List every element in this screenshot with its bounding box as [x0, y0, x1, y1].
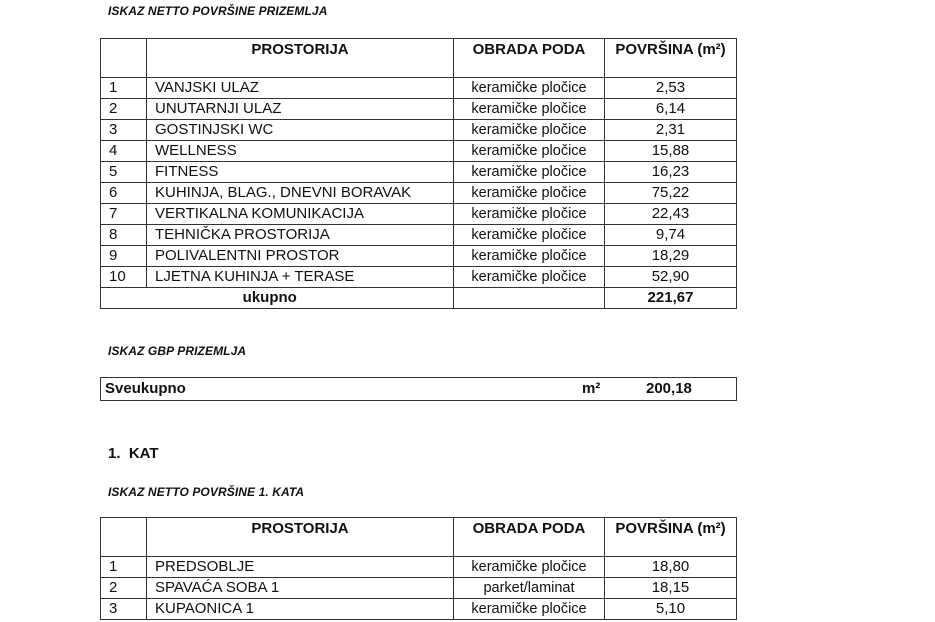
row-number: 3 [101, 599, 147, 620]
row-room: TEHNIČKA PROSTORIJA [147, 225, 454, 246]
gbp-unit: m² [582, 380, 601, 397]
section-title-first-floor: 1. KAT [108, 445, 159, 462]
row-number: 9 [101, 246, 147, 267]
row-floor-finish: keramičke pločice [454, 267, 605, 288]
row-area: 2,31 [605, 120, 737, 141]
row-room: LJETNA KUHINJA + TERASE [147, 267, 454, 288]
table-row [101, 120, 737, 141]
gbp-box [100, 377, 737, 401]
row-floor-finish: keramičke pločice [454, 246, 605, 267]
row-floor-finish: keramičke pločice [454, 204, 605, 225]
row-floor-finish: keramičke pločice [454, 225, 605, 246]
row-room: PREDSOBLJE [147, 557, 454, 578]
ground-table-body [101, 78, 737, 288]
header-floor: OBRADA PODA [454, 39, 605, 78]
table-row [101, 204, 737, 225]
row-floor-finish: keramičke pločice [454, 141, 605, 162]
table-row [101, 578, 737, 599]
header-number [101, 39, 147, 78]
first-floor-table-body [101, 557, 737, 620]
row-area: 15,88 [605, 141, 737, 162]
ground-net-area-table [100, 38, 737, 309]
row-area: 2,53 [605, 78, 737, 99]
row-room: FITNESS [147, 162, 454, 183]
row-room: WELLNESS [147, 141, 454, 162]
row-area: 52,90 [605, 267, 737, 288]
row-room: VANJSKI ULAZ [147, 78, 454, 99]
row-number: 5 [101, 162, 147, 183]
row-number: 6 [101, 183, 147, 204]
row-number: 3 [101, 120, 147, 141]
row-area: 16,23 [605, 162, 737, 183]
header-room: PROSTORIJA [147, 39, 454, 78]
header-area: POVRŠINA (m²) [605, 518, 737, 557]
row-room: KUPAONICA 1 [147, 599, 454, 620]
table-header-row [101, 39, 737, 78]
table-row [101, 162, 737, 183]
row-room: POLIVALENTNI PROSTOR [147, 246, 454, 267]
row-room: KUHINJA, BLAG., DNEVNI BORAVAK [147, 183, 454, 204]
row-floor-finish: keramičke pločice [454, 78, 605, 99]
row-area: 18,15 [605, 578, 737, 599]
row-area: 5,10 [605, 599, 737, 620]
row-number: 1 [101, 78, 147, 99]
row-area: 22,43 [605, 204, 737, 225]
first-floor-caption: ISKAZ NETTO POVRŠINE 1. KATA [108, 485, 305, 499]
header-floor: OBRADA PODA [454, 518, 605, 557]
total-spacer [101, 288, 147, 309]
row-floor-finish: parket/laminat [454, 578, 605, 599]
row-floor-finish: keramičke pločice [454, 557, 605, 578]
row-room: GOSTINJSKI WC [147, 120, 454, 141]
row-number: 2 [101, 99, 147, 120]
row-floor-finish: keramičke pločice [454, 120, 605, 141]
ground-caption: ISKAZ NETTO POVRŠINE PRIZEMLJA [108, 4, 328, 18]
header-room: PROSTORIJA [147, 518, 454, 557]
gbp-label: Sveukupno [105, 380, 186, 397]
table-row [101, 557, 737, 578]
table-header-row [101, 518, 737, 557]
first-floor-net-area-table [100, 517, 737, 620]
table-row [101, 599, 737, 620]
row-room: UNUTARNJI ULAZ [147, 99, 454, 120]
row-number: 8 [101, 225, 147, 246]
row-area: 75,22 [605, 183, 737, 204]
row-room: VERTIKALNA KOMUNIKACIJA [147, 204, 454, 225]
table-row [101, 78, 737, 99]
table-row [101, 225, 737, 246]
table-row [101, 141, 737, 162]
total-row [101, 288, 737, 309]
row-area: 18,80 [605, 557, 737, 578]
row-number: 1 [101, 557, 147, 578]
row-floor-finish: keramičke pločice [454, 599, 605, 620]
row-area: 6,14 [605, 99, 737, 120]
total-label: ukupno [147, 288, 454, 309]
row-area: 18,29 [605, 246, 737, 267]
table-row [101, 267, 737, 288]
row-number: 2 [101, 578, 147, 599]
total-floor-empty [454, 288, 605, 309]
row-room: SPAVAĆA SOBA 1 [147, 578, 454, 599]
row-area: 9,74 [605, 225, 737, 246]
gbp-caption: ISKAZ GBP PRIZEMLJA [108, 344, 247, 358]
row-floor-finish: keramičke pločice [454, 162, 605, 183]
header-area: POVRŠINA (m²) [605, 39, 737, 78]
row-number: 4 [101, 141, 147, 162]
table-row [101, 183, 737, 204]
row-number: 7 [101, 204, 147, 225]
row-floor-finish: keramičke pločice [454, 183, 605, 204]
total-value: 221,67 [605, 288, 737, 309]
row-floor-finish: keramičke pločice [454, 99, 605, 120]
gbp-value: 200,18 [646, 380, 692, 397]
table-row [101, 99, 737, 120]
table-row [101, 246, 737, 267]
row-number: 10 [101, 267, 147, 288]
header-number [101, 518, 147, 557]
